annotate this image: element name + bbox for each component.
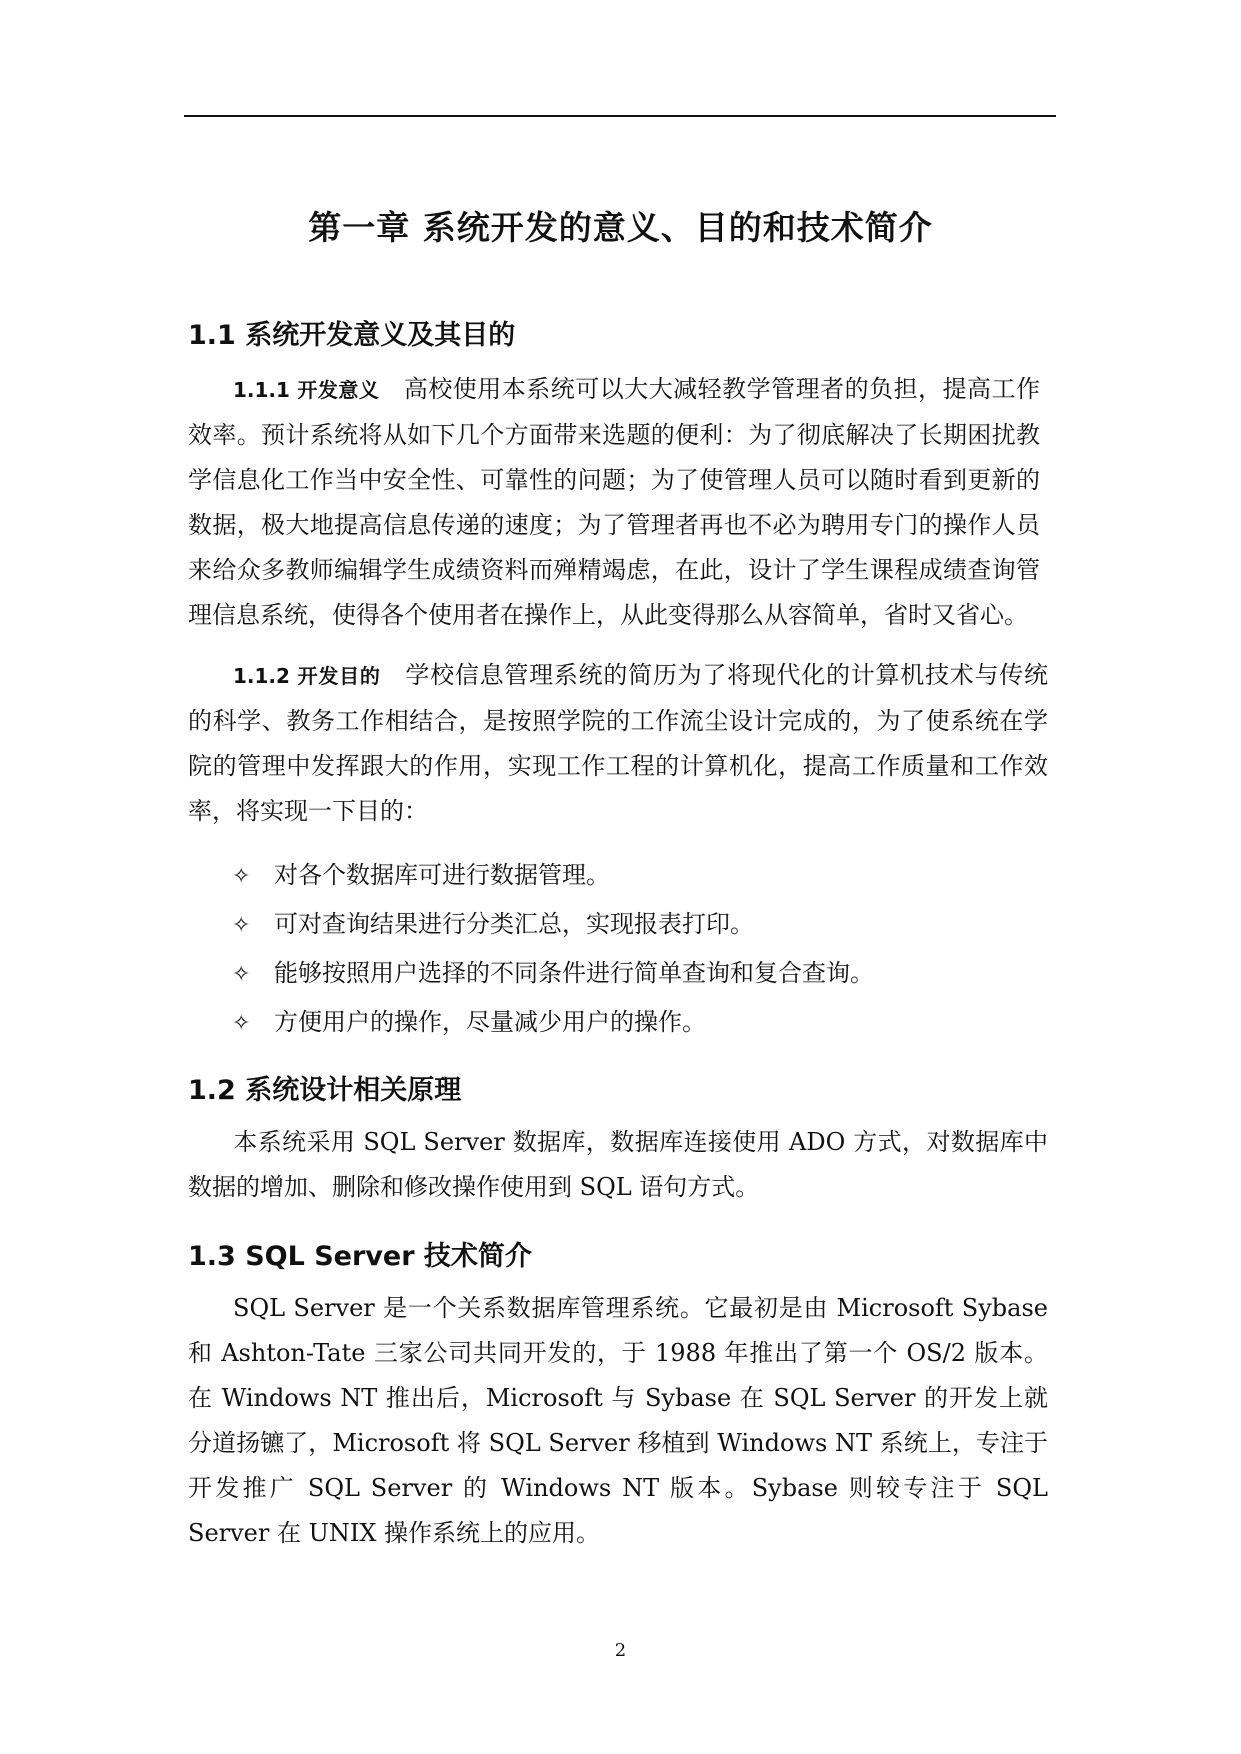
diamond-bullet-icon: ✧: [232, 913, 251, 938]
diamond-bullet-icon: ✧: [232, 962, 251, 987]
list-item: [232, 951, 874, 1000]
paragraph-1-1-1: [188, 367, 1040, 638]
goal-list: [232, 853, 874, 1049]
paragraph-1-2: [188, 1120, 1048, 1210]
subsection-lead-1-1-2: 1.1.2 开发目的: [233, 664, 381, 688]
list-item-text: 方便用户的操作，尽量减少用户的操作。: [274, 1008, 706, 1036]
paragraph-1-1-2: [188, 653, 1048, 834]
header-rule: [184, 115, 1056, 117]
list-item: [232, 902, 874, 951]
section-heading-1-1: 1.1 系统开发意义及其目的: [188, 320, 516, 351]
list-item: [232, 1000, 874, 1049]
paragraph-1-3: [188, 1286, 1048, 1556]
list-item-text: 对各个数据库可进行数据管理。: [274, 861, 610, 889]
paragraph-1-1-2-text: 学校信息管理系统的简历为了将现代化的计算机技术与传统的科学、教务工作相结合，是按照学院的工作流尘设计完成的，为了使系统在学院的管理中发挥跟大的作用，实现工作工程的计算机化，提高工作质量和工作效率，将实现一下目的：: [188, 661, 1049, 825]
list-item: [232, 853, 874, 902]
page-number: 2: [614, 1640, 627, 1661]
subsection-lead-1-1-1: 1.1.1 开发意义: [233, 378, 380, 402]
diamond-bullet-icon: ✧: [232, 1011, 251, 1036]
list-item-text: 可对查询结果进行分类汇总，实现报表打印。: [274, 910, 754, 938]
section-heading-1-2: 1.2 系统设计相关原理: [188, 1075, 462, 1106]
paragraph-1-2-text: 本系统采用 SQL Server 数据库，数据库连接使用 ADO 方式，对数据库中数据的增加、删除和修改操作使用到 SQL 语句方式。: [188, 1128, 1048, 1201]
chapter-title: 第一章 系统开发的意义、目的和技术简介: [308, 208, 933, 247]
list-item-text: 能够按照用户选择的不同条件进行简单查询和复合查询。: [274, 959, 874, 987]
paragraph-1-3-text: SQL Server 是一个关系数据库管理系统。它最初是由 Microsoft Sybase 和 Ashton-Tate 三家公司共同开发的，于 1988 年推出了第一个 OS/2 版本。在 Windows NT 推出后，Microsoft 与 Sybase 在 SQL Server 的开发上就分道扬镳了，Microsoft 将 SQL Server 移植到 Windows NT 系统上，专注于开发推广 SQL Server 的 Windows NT 版本。Sybase 则较专注于 SQL Server 在 UNIX 操作系统上的应用。: [188, 1294, 1048, 1547]
paragraph-1-1-1-text: 高校使用本系统可以大大减轻教学管理者的负担，提高工作效率。预计系统将从如下几个方面带来选题的便利：为了彻底解决了长期困扰教学信息化工作当中安全性、可靠性的问题；为了使管理人员可以随时看到更新的数据，极大地提高信息传递的速度；为了管理者再也不必为聘用专门的操作人员来给众多教师编辑学生成绩资料而殚精竭虑，在此，设计了学生课程成绩查询管理信息系统，使得各个使用者在操作上，从此变得那么从容简单，省时又省心。: [188, 375, 1041, 629]
diamond-bullet-icon: ✧: [232, 864, 251, 889]
section-heading-1-3: 1.3 SQL Server 技术简介: [188, 1241, 532, 1272]
